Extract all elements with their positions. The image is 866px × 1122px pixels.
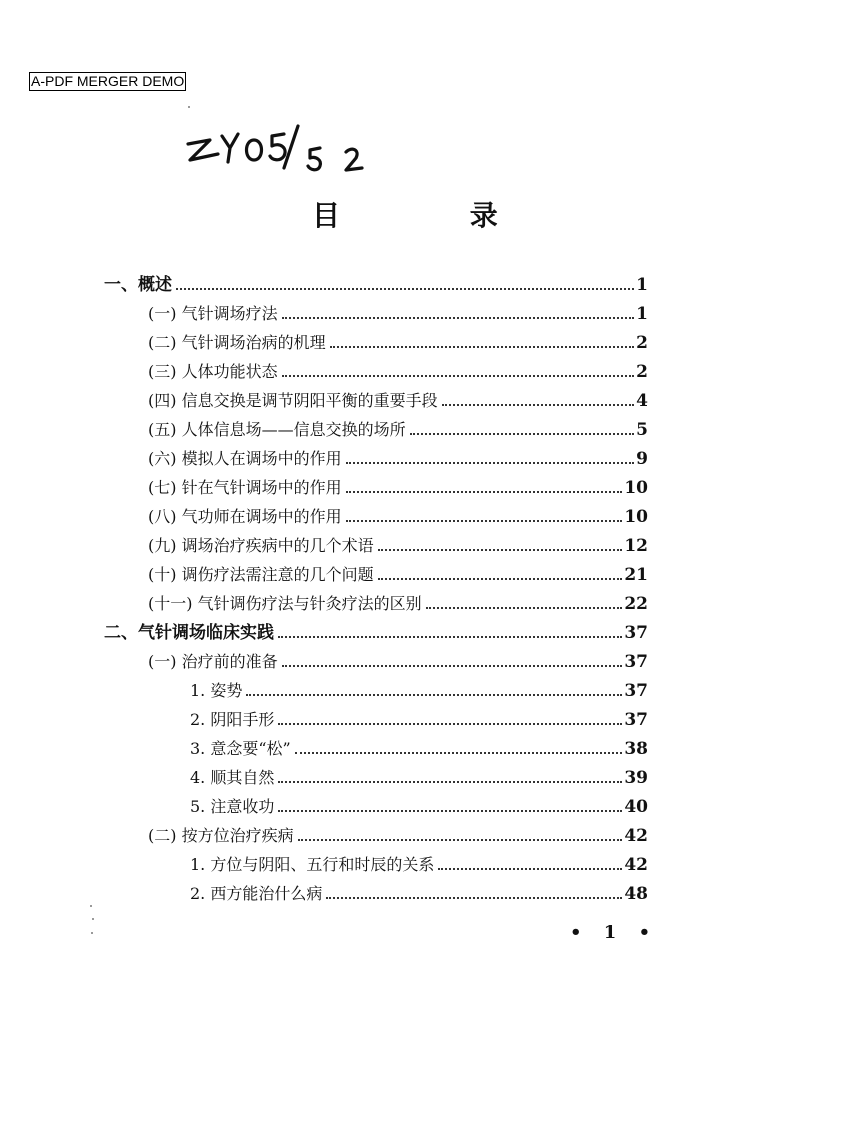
dot-leader — [278, 636, 622, 638]
toc-entry-label: 2. 阴阳手形 — [190, 710, 275, 729]
toc-entry-label: (八) 气功师在调场中的作用 — [148, 507, 342, 526]
toc-entry-page: 37 — [624, 681, 648, 701]
dot-leader — [438, 868, 622, 870]
toc-entry-label: 一、概述 — [104, 275, 172, 295]
dot-leader — [282, 317, 635, 319]
toc-entry-label: (二) 气针调场治病的机理 — [148, 333, 326, 352]
dot-leader — [282, 375, 635, 377]
toc-entry-label: (十一) 气针调伤疗法与针灸疗法的区别 — [148, 594, 422, 613]
page-number: • 1 • — [570, 922, 659, 943]
toc-entry-page: 48 — [624, 884, 648, 904]
toc-entry — [148, 502, 648, 528]
toc-entry — [190, 763, 648, 789]
toc-entry-page: 12 — [624, 536, 648, 556]
toc-entry — [190, 792, 648, 818]
toc-entry-label: (七) 针在气针调场中的作用 — [148, 478, 342, 497]
toc-entry — [148, 821, 648, 847]
toc-entry — [148, 473, 648, 499]
toc-entry-page: 37 — [624, 710, 648, 730]
toc-entry-page: 2 — [636, 333, 648, 353]
dot-leader — [246, 694, 622, 696]
toc-entry-label: 2. 西方能治什么病 — [190, 884, 323, 903]
toc-entry — [148, 386, 648, 412]
toc-entry-page: 22 — [624, 594, 648, 614]
toc-entry — [148, 357, 648, 383]
toc-entry — [190, 676, 648, 702]
dot-leader — [326, 897, 622, 899]
toc-entry-page: 42 — [624, 855, 648, 875]
dot-leader — [378, 549, 623, 551]
toc-entry — [190, 734, 648, 760]
toc-entry-page: 1 — [636, 304, 648, 324]
toc-entry-page: 1 — [636, 275, 648, 295]
toc-entry — [190, 705, 648, 731]
dot-leader — [330, 346, 635, 348]
toc-entry-page: 5 — [636, 420, 648, 440]
watermark-label: A-PDF MERGER DEMO — [31, 73, 185, 89]
toc-entry-page: 38 — [624, 739, 648, 759]
toc-entry — [190, 850, 648, 876]
dot-leader — [282, 665, 623, 667]
dot-leader — [278, 810, 622, 812]
scan-speck — [92, 918, 94, 920]
dot-leader — [442, 404, 635, 406]
toc-entry-page: 21 — [624, 565, 648, 585]
toc-entry-page: 10 — [624, 507, 648, 527]
toc-entry-label: (五) 人体信息场——信息交换的场所 — [148, 420, 406, 439]
toc-entry-page: 40 — [624, 797, 648, 817]
toc-entry — [148, 299, 648, 325]
toc-entry — [148, 328, 648, 354]
toc-entry — [148, 589, 648, 615]
toc-entry-label: (一) 治疗前的准备 — [148, 652, 278, 671]
dot-leader — [410, 433, 635, 435]
toc-entry-label: (六) 模拟人在调场中的作用 — [148, 449, 342, 468]
toc-entry — [148, 531, 648, 557]
toc-entry-label: 1. 姿势 — [190, 681, 243, 700]
toc-entry — [190, 879, 648, 905]
toc-entry-label: 5. 注意收功 — [190, 797, 275, 816]
handwritten-note — [180, 118, 400, 188]
scan-speck — [91, 932, 93, 934]
toc-entry-label: 1. 方位与阴阳、五行和时辰的关系 — [190, 855, 435, 874]
toc-entry-page: 42 — [624, 826, 648, 846]
toc-entry-page: 2 — [636, 362, 648, 382]
dot-leader — [426, 607, 623, 609]
toc-entry-label: (一) 气针调场疗法 — [148, 304, 278, 323]
scan-speck — [90, 905, 92, 907]
toc-entry-label: 3. 意念要“松” — [190, 739, 291, 758]
dot-leader — [378, 578, 623, 580]
dot-leader — [346, 462, 635, 464]
dot-leader — [298, 839, 623, 841]
toc-entry-label: (四) 信息交换是调节阴阳平衡的重要手段 — [148, 391, 438, 410]
dot-leader — [346, 520, 623, 522]
toc-entry-label: (二) 按方位治疗疾病 — [148, 826, 294, 845]
dot-leader — [295, 752, 623, 754]
toc-entry-label: (九) 调场治疗疾病中的几个术语 — [148, 536, 374, 555]
toc-entry-page: 37 — [624, 623, 648, 643]
toc-entry — [148, 415, 648, 441]
toc-entry-label: (十) 调伤疗法需注意的几个问题 — [148, 565, 374, 584]
toc-entry-label: 二、气针调场临床实践 — [104, 623, 274, 643]
toc-entry — [104, 270, 648, 296]
toc-entry-page: 4 — [636, 391, 648, 411]
toc-entry — [104, 618, 648, 644]
dot-leader — [278, 723, 622, 725]
toc-entry-label: 4. 顺其自然 — [190, 768, 275, 787]
dot-leader — [346, 491, 623, 493]
toc-entry — [148, 647, 648, 673]
toc-entry — [148, 560, 648, 586]
page-title: 目 录 — [312, 199, 558, 232]
toc-entry — [148, 444, 648, 470]
toc-entry-page: 39 — [624, 768, 648, 788]
toc-entry-page: 10 — [624, 478, 648, 498]
toc-entry-page: 9 — [636, 449, 648, 469]
dot-leader — [278, 781, 622, 783]
toc-entry-label: (三) 人体功能状态 — [148, 362, 278, 381]
dot-leader — [176, 288, 634, 290]
toc-entry-page: 37 — [624, 652, 648, 672]
scan-speck — [188, 106, 190, 108]
